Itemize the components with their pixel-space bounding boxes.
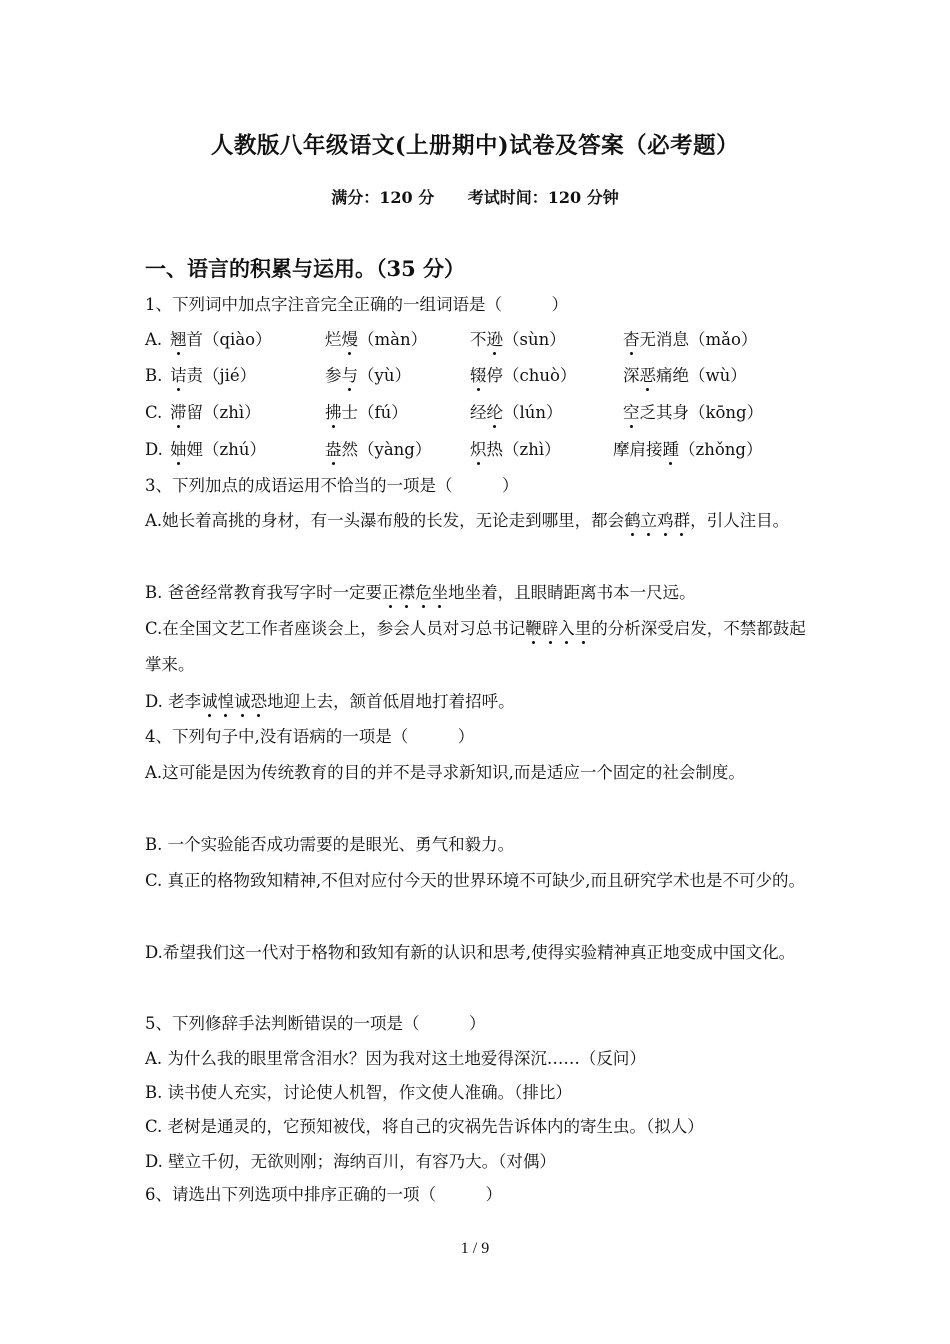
option-word: 空乏其身（kōng）: [623, 403, 764, 422]
question-1-option-row: [145, 432, 815, 468]
option-word: 妯娌（zhú）: [170, 440, 266, 459]
question-1-stem: 1、下列词中加点字注音完全正确的一组词语是（ ）: [145, 295, 568, 314]
question-4-option-c: C. 真正的格物致知精神,不但对应付今天的世界环境不可缺少,而且研究学术也是不可少的。: [145, 871, 806, 890]
option-word: 经纶（lún）: [470, 403, 563, 422]
question-5-option-a: A. 为什么我的眼里常含泪水？因为我对这土地爱得深沉……（反问）: [145, 1049, 646, 1068]
dotted-idiom: 鞭辟入里: [525, 619, 592, 638]
question-4-option-d: D.希望我们这一代对于格物和致知有新的认识和思考,使得实验精神真正地变成中国文化。: [145, 943, 796, 962]
question-1-option-row: [145, 358, 815, 394]
option-word: 参与（yù）: [325, 366, 411, 385]
option-word: 拂士（fú）: [325, 403, 408, 422]
option-label: A.: [145, 330, 163, 349]
question-5-option-c: C. 老树是通灵的，它预知被伐，将自己的灾祸先告诉体内的寄生虫。（拟人）: [145, 1117, 704, 1136]
option-word: 烂熳（màn）: [325, 330, 428, 349]
question-4-stem: 4、下列句子中,没有语病的一项是（ ）: [145, 727, 475, 746]
question-3-option-b: B. 爸爸经常教育我写字时一定要正襟危坐地坐着，且眼睛距离书本一尺远。: [145, 583, 696, 602]
option-word: 盎然（yàng）: [325, 440, 432, 459]
option-label: B.: [145, 366, 163, 385]
page-number: 1 / 9: [460, 1240, 490, 1257]
full-score: 满分：120 分: [331, 188, 435, 207]
section-heading: 一、语言的积累与运用。（35 分）: [145, 256, 466, 281]
option-label: D.: [145, 440, 163, 459]
option-word: 辍停（chuò）: [470, 366, 577, 385]
question-5-option-b: B. 读书使人充实，讨论使人机智，作文使人准确。（排比）: [145, 1083, 572, 1102]
option-word: 深恶痛绝（wù）: [623, 366, 747, 385]
question-3-option-d: D. 老李诚惶诚恐地迎上去，颔首低眉地打着招呼。: [145, 692, 515, 711]
question-4-option-a: A.这可能是因为传统教育的目的并不是寻求新知识,而是适应一个固定的社会制度。: [145, 763, 745, 782]
dotted-idiom: 正襟危坐: [382, 583, 449, 602]
exam-time: 考试时间：120 分钟: [467, 188, 619, 207]
option-word: 翘首（qiào）: [170, 330, 272, 349]
question-3-stem: 3、下列加点的成语运用不恰当的一项是（ ）: [145, 476, 519, 495]
question-1-option-row: [145, 322, 815, 358]
option-word: 诘责（jié）: [170, 366, 257, 385]
question-4-option-b: B. 一个实验能否成功需要的是眼光、勇气和毅力。: [145, 835, 515, 854]
option-word: 杳无消息（mǎo）: [623, 330, 758, 349]
question-5-option-d: D. 壁立千仞，无欲则刚；海纳百川，有容乃大。（对偶）: [145, 1152, 556, 1171]
question-1-option-row: [145, 395, 815, 431]
option-word: 滞留（zhì）: [170, 403, 261, 422]
question-5-stem: 5、下列修辞手法判断错误的一项是（ ）: [145, 1014, 486, 1033]
question-3-option-a: A.她长着高挑的身材，有一头瀑布般的长发，无论走到哪里，都会鹤立鸡群，引人注目。: [145, 511, 790, 530]
page-title: 人教版八年级语文(上册期中)试卷及答案（必考题）: [210, 133, 740, 159]
question-6-stem: 6、请选出下列选项中排序正确的一项（ ）: [145, 1185, 502, 1204]
option-word: 不逊（sùn）: [470, 330, 566, 349]
dotted-idiom: 诚惶诚恐: [201, 692, 268, 711]
question-3-option-c: C.在全国文艺工作者座谈会上，参会人员对习总书记鞭辟入里的分析深受启发，不禁都鼓起掌来。: [145, 619, 806, 674]
option-label: C.: [145, 403, 163, 422]
exam-meta: [0, 185, 950, 208]
option-word: 摩肩接踵（zhǒng）: [613, 440, 763, 459]
dotted-idiom: 鹤立鸡群: [624, 511, 691, 530]
option-word: 炽热（zhì）: [470, 440, 561, 459]
